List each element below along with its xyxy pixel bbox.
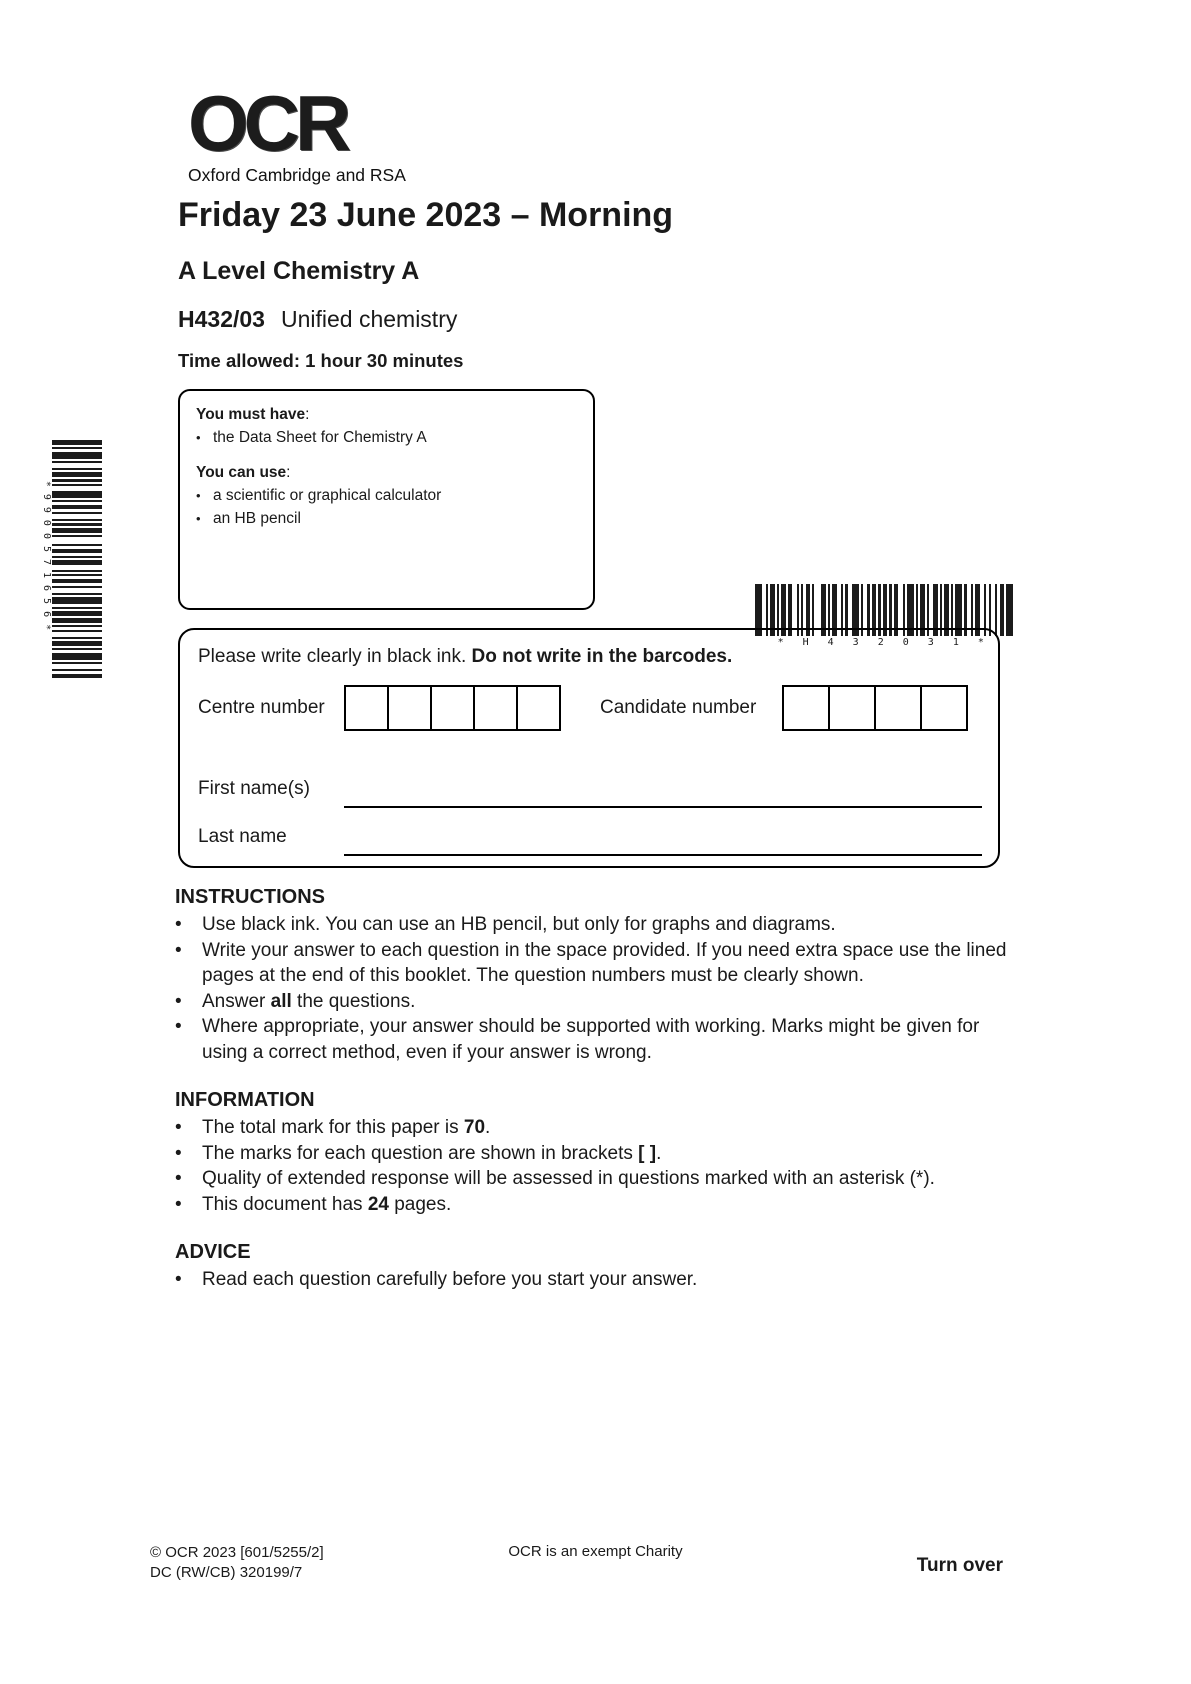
bullet-glyph: •: [175, 939, 182, 961]
must-have-heading: You must have:: [196, 406, 310, 423]
instructions-section: [175, 884, 1023, 1065]
must-have-list: [196, 426, 577, 449]
centre-number-label: Centre number: [198, 697, 325, 718]
information-section: [175, 1087, 1023, 1217]
bullet-glyph: •: [175, 1117, 182, 1138]
left-barcode-text: *9900571656*: [41, 480, 52, 638]
footer-charity-note: OCR is an exempt Charity: [508, 1543, 683, 1560]
turn-over-label: Turn over: [916, 1555, 1003, 1576]
barcode-bar: [52, 674, 102, 679]
entry-cell[interactable]: [344, 685, 389, 731]
first-name-row: [198, 770, 982, 808]
bullet-glyph: •: [196, 430, 201, 445]
can-use-list: [196, 484, 577, 530]
bullet-glyph: •: [175, 1193, 182, 1215]
bullet-text: This document has 24 pages.: [202, 1193, 452, 1215]
paper-code: H432/03: [178, 306, 265, 332]
bullet-item: [196, 426, 577, 449]
can-use-group: [196, 462, 577, 530]
bullet-item: [175, 1192, 1023, 1218]
bullet-glyph: •: [196, 511, 201, 526]
time-allowed: Time allowed: 1 hour 30 minutes: [178, 350, 464, 371]
bullet-item: [175, 1166, 1023, 1192]
bullet-text: Quality of extended response will be assessed in questions marked with an asterisk (*).: [202, 1168, 935, 1189]
barcode-gap: [52, 537, 102, 544]
instructions-heading: INSTRUCTIONS: [175, 886, 325, 908]
entry-cell[interactable]: [473, 685, 518, 731]
bullet-item: [175, 1115, 1023, 1141]
bullet-item: [196, 507, 577, 530]
last-name-label: Last name: [198, 826, 287, 847]
bullet-item: [175, 938, 1023, 989]
last-name-input-line[interactable]: [344, 818, 982, 856]
bullet-text: The total mark for this paper is 70.: [202, 1117, 491, 1138]
bullet-text: a scientific or graphical calculator: [213, 487, 442, 504]
bullet-item: [175, 912, 1023, 938]
bullet-text: The marks for each question are shown in brackets [ ].: [202, 1142, 662, 1164]
bullet-item: [175, 1141, 1023, 1167]
left-barcode: [52, 440, 102, 678]
centre-number-cells: [344, 685, 559, 731]
right-barcode-text: * H 4 3 2 0 3 1 *: [777, 637, 991, 648]
barcode-bar: [52, 491, 102, 498]
candidate-details-box: [178, 628, 1000, 868]
entry-cell[interactable]: [782, 685, 830, 731]
entry-cell[interactable]: [387, 685, 432, 731]
bullet-item: [175, 1014, 1023, 1065]
bullet-text: Answer all the questions.: [202, 990, 416, 1012]
information-heading: INFORMATION: [175, 1089, 315, 1111]
entry-cell[interactable]: [828, 685, 876, 731]
instructions-list: [175, 912, 1023, 1065]
qualification-title: A Level Chemistry A: [178, 257, 420, 285]
ocr-logo-subtitle: Oxford Cambridge and RSA: [188, 165, 406, 185]
paper-line: [178, 306, 457, 333]
must-have-group: [196, 404, 577, 449]
bullet-text: the Data Sheet for Chemistry A: [213, 429, 427, 446]
bullet-text: Read each question carefully before you start your answer.: [202, 1269, 698, 1290]
entry-cell[interactable]: [920, 685, 968, 731]
text-sections: [175, 884, 1023, 1315]
barcode-bar: [52, 653, 102, 660]
bullet-item: [196, 484, 577, 507]
footer-copyright-line1: © OCR 2023 [601/5255/2]: [150, 1544, 324, 1561]
bullet-glyph: •: [175, 990, 182, 1012]
bullet-glyph: •: [175, 1269, 182, 1290]
numbers-row: [198, 685, 986, 731]
advice-section: [175, 1239, 1023, 1293]
bullet-text: Where appropriate, your answer should be supported with working. Marks might be given for using a correct method, even if your answer is wrong.: [202, 1016, 980, 1063]
materials-box: [178, 389, 595, 610]
entry-cell[interactable]: [516, 685, 561, 731]
ocr-logo-text: OCR: [188, 79, 347, 167]
bullet-glyph: •: [175, 914, 182, 935]
bullet-text: Write your answer to each question in the space provided. If you need extra space use the lined pages at the end of this booklet. The question numbers must be clearly shown.: [202, 939, 1007, 986]
black-ink-notice: Please write clearly in black ink. Do not write in the barcodes.: [198, 646, 733, 667]
barcode-bar: [52, 597, 102, 604]
barcode-bar: [52, 452, 102, 459]
bullet-glyph: •: [175, 1168, 182, 1189]
bullet-item: [175, 989, 1023, 1015]
last-name-row: [198, 818, 982, 856]
first-name-input-line[interactable]: [344, 770, 982, 808]
exam-date-title: Friday 23 June 2023 – Morning: [178, 196, 674, 234]
bullet-text: Use black ink. You can use an HB pencil, but only for graphs and diagrams.: [202, 914, 836, 935]
entry-cell[interactable]: [874, 685, 922, 731]
can-use-heading: You can use:: [196, 464, 291, 481]
bullet-glyph: •: [175, 1016, 182, 1037]
advice-list: [175, 1267, 1023, 1293]
advice-heading: ADVICE: [175, 1241, 251, 1263]
first-name-label: First name(s): [198, 778, 310, 799]
barcode-bar: [1006, 584, 1013, 636]
entry-cell[interactable]: [430, 685, 475, 731]
paper-name: Unified chemistry: [280, 306, 458, 332]
footer-copyright-line2: DC (RW/CB) 320199/7: [150, 1564, 303, 1581]
ocr-logo: [188, 79, 406, 186]
bullet-glyph: •: [175, 1142, 182, 1164]
bullet-text: an HB pencil: [213, 510, 301, 527]
information-list: [175, 1115, 1023, 1217]
bullet-glyph: •: [196, 488, 201, 503]
bullet-item: [175, 1267, 1023, 1293]
candidate-number-cells: [782, 685, 966, 731]
candidate-number-label: Candidate number: [600, 697, 757, 718]
